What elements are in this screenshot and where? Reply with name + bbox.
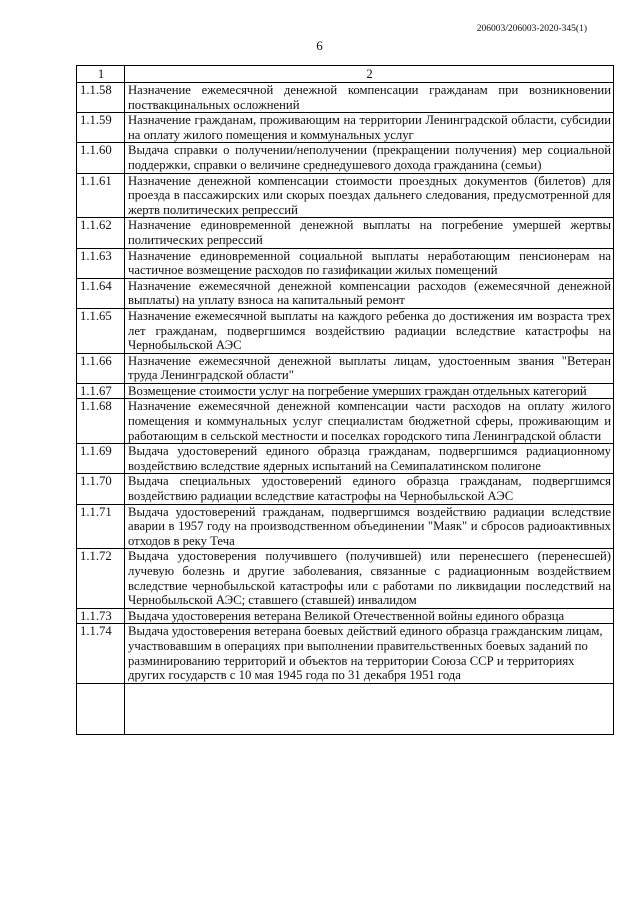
table-row xyxy=(77,624,614,683)
row-text: Выдача удостоверения ветерана боевых действий единого образца гражданским лицам, участвовавшим в операциях при выполнении правительственных боевых заданий по разминированию территорий и объектов на территории Союза ССР и территориях других государств с 10 мая 1945 года по 31 декабря 1951 года xyxy=(125,624,614,683)
row-number: 1.1.61 xyxy=(77,173,125,218)
document-id: 206003/206003-2020-345(1) xyxy=(476,24,587,34)
row-text: Назначение единовременной денежной выплаты на погребение умершей жертвы политических репрессий xyxy=(125,218,614,248)
table-row xyxy=(77,474,614,504)
row-number: 1.1.68 xyxy=(77,399,125,444)
table-row xyxy=(77,444,614,474)
row-text: Возмещение стоимости услуг на погребение умерших граждан отдельных категорий xyxy=(125,383,614,399)
table-row xyxy=(77,504,614,549)
row-number: 1.1.62 xyxy=(77,218,125,248)
row-text: Назначение ежемесячной денежной выплаты лицам, удостоенным звания "Ветеран труда Ленинградской области" xyxy=(125,353,614,383)
row-number: 1.1.69 xyxy=(77,444,125,474)
table-row-empty xyxy=(77,683,614,734)
table-row xyxy=(77,173,614,218)
table-row xyxy=(77,549,614,608)
row-number: 1.1.66 xyxy=(77,353,125,383)
row-text: Выдача специальных удостоверений единого образца гражданам, подвергшимся воздействию радиации вследствие катастрофы на Чернобыльской АЭС xyxy=(125,474,614,504)
row-text: Назначение денежной компенсации стоимости проездных документов (билетов) для проезда в пассажирских или скорых поездах дальнего следования, предусмотренной для жертв политических репрессий xyxy=(125,173,614,218)
row-number: 1.1.65 xyxy=(77,308,125,353)
table-row xyxy=(77,308,614,353)
row-text: Выдача удостоверения получившего (получившей) или перенесшего (перенесшей) лучевую болезнь и другие заболевания, связанные с радиационным воздействием вследствие чернобыльской катастрофы или с работами по ликвидации последствий на Чернобыльской АЭС; ставшего (ставшей) инвалидом xyxy=(125,549,614,608)
row-number: 1.1.73 xyxy=(77,608,125,624)
table-row xyxy=(77,353,614,383)
row-number: 1.1.60 xyxy=(77,143,125,173)
row-text: Назначение ежемесячной денежной компенсации расходов (ежемесячной денежной выплаты) на уплату взноса на капитальный ремонт xyxy=(125,278,614,308)
table-row xyxy=(77,113,614,143)
table-row xyxy=(77,218,614,248)
row-number: 1.1.59 xyxy=(77,113,125,143)
table-row xyxy=(77,383,614,399)
row-text: Выдача удостоверений единого образца гражданам, подвергшимся радиационному воздействию вследствие ядерных испытаний на Семипалатинском полигоне xyxy=(125,444,614,474)
row-text: Назначение гражданам, проживающим на территории Ленинградской области, субсидии на оплату жилого помещения и коммунальных услуг xyxy=(125,113,614,143)
row-text: Назначение ежемесячной денежной компенсации части расходов на оплату жилого помещения и коммунальных услуг специалистам бюджетной сферы, проживающим и работающим в сельской местности и поселках городского типа Ленинградской области xyxy=(125,399,614,444)
row-text: Назначение единовременной социальной выплаты неработающим пенсионерам на частичное возмещение расходов по газификации жилых помещений xyxy=(125,248,614,278)
table-row xyxy=(77,83,614,113)
row-number: 1.1.74 xyxy=(77,624,125,683)
empty-cell xyxy=(125,683,614,734)
empty-cell xyxy=(77,683,125,734)
services-table xyxy=(76,65,614,735)
row-text: Назначение ежемесячной денежной компенсации гражданам при возникновении поствакцинальных осложнений xyxy=(125,83,614,113)
table-header-row xyxy=(77,66,614,83)
row-number: 1.1.72 xyxy=(77,549,125,608)
row-text: Выдача удостоверений гражданам, подвергшимся воздействию радиации вследствие аварии в 1957 году на производственном объединении "Маяк" и сбросов радиоактивных отходов в реку Теча xyxy=(125,504,614,549)
table-row xyxy=(77,608,614,624)
table-row xyxy=(77,143,614,173)
row-number: 1.1.70 xyxy=(77,474,125,504)
row-text: Выдача удостоверения ветерана Великой Отечественной войны единого образца xyxy=(125,608,614,624)
table-row xyxy=(77,399,614,444)
table-row xyxy=(77,278,614,308)
row-text: Назначение ежемесячной выплаты на каждого ребенка до достижения им возраста трех лет гражданам, подвергшимся воздействию радиации вследствие катастрофы на Чернобыльской АЭС xyxy=(125,308,614,353)
row-number: 1.1.63 xyxy=(77,248,125,278)
page-number: 6 xyxy=(316,38,323,53)
row-number: 1.1.64 xyxy=(77,278,125,308)
table-row xyxy=(77,248,614,278)
row-number: 1.1.58 xyxy=(77,83,125,113)
column-header-number: 1 xyxy=(77,66,125,83)
row-number: 1.1.67 xyxy=(77,383,125,399)
row-number: 1.1.71 xyxy=(77,504,125,549)
row-text: Выдача справки о получении/неполучении (прекращении получения) мер социальной поддержки, справки о величине среднедушевого дохода гражданина (семьи) xyxy=(125,143,614,173)
column-header-name: 2 xyxy=(125,66,614,83)
